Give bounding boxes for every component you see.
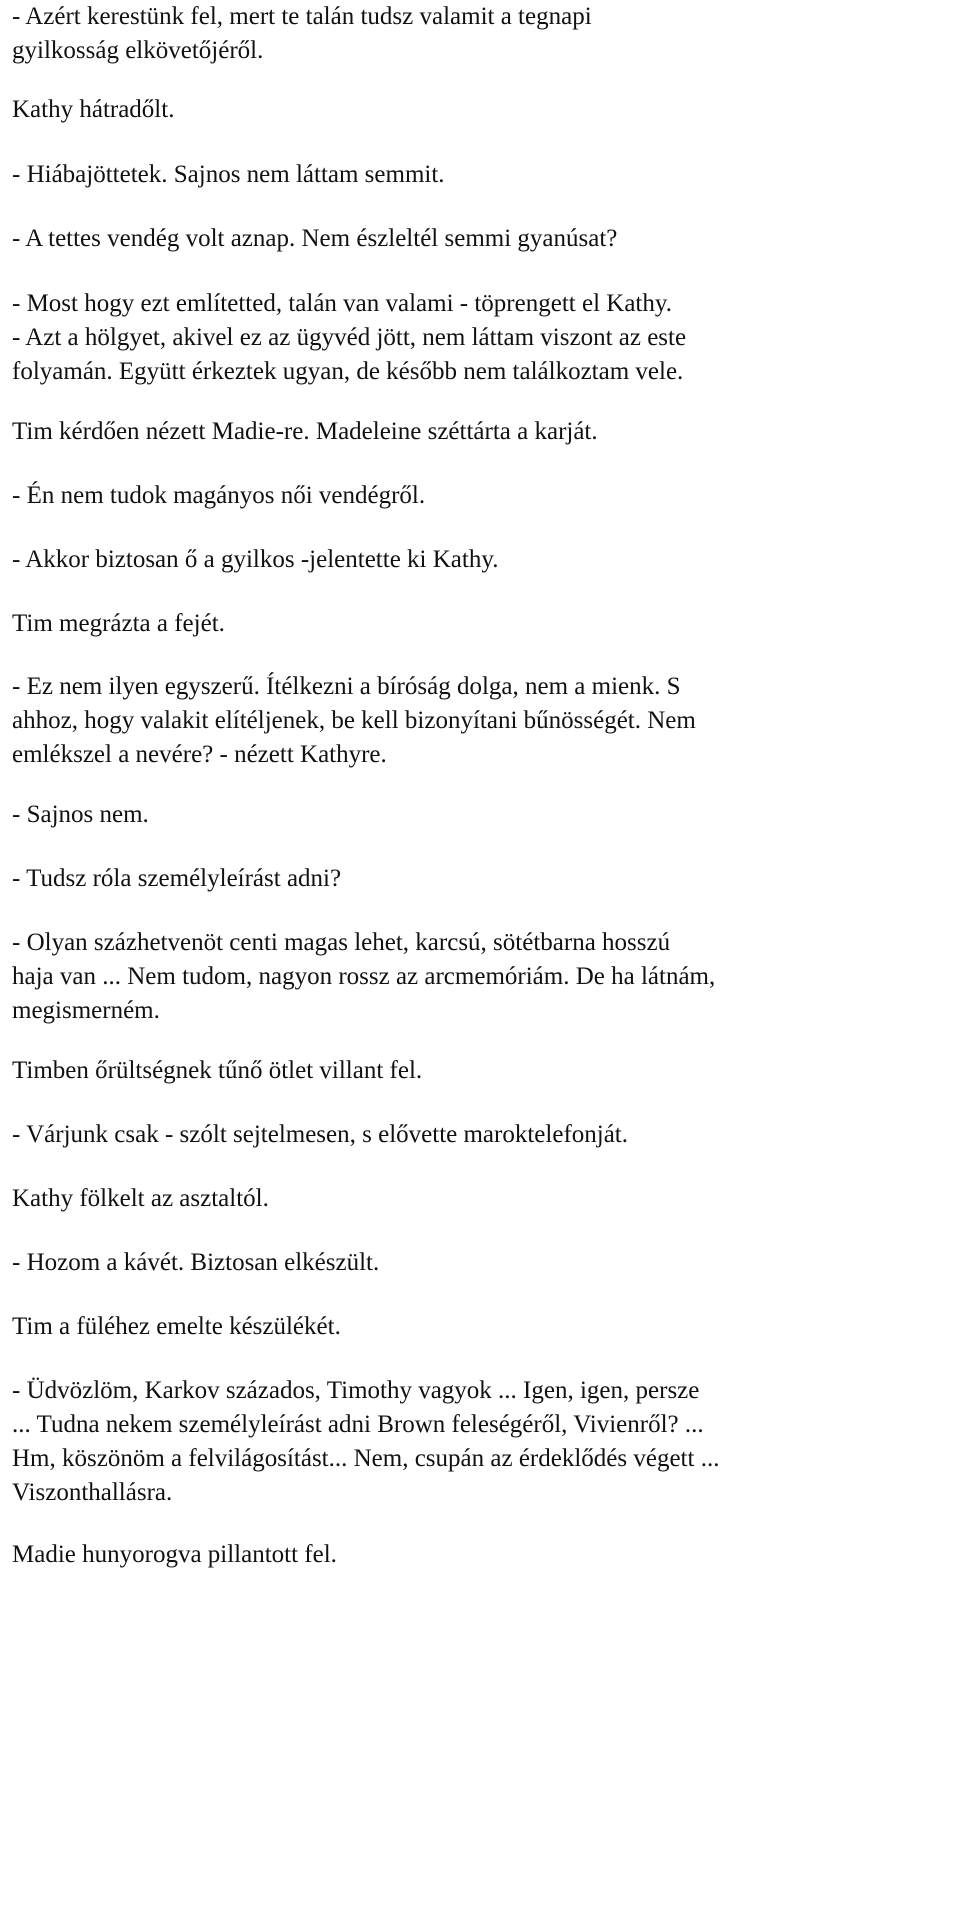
paragraph	[12, 1054, 957, 1088]
paragraph	[12, 287, 957, 389]
paragraph	[12, 93, 957, 127]
paragraph	[12, 543, 957, 577]
text-line: Viszonthallásra.	[12, 1479, 173, 1506]
text-line: - Sajnos nem.	[12, 801, 149, 828]
text-line: Madie hunyorogva pillantott fel.	[12, 1541, 337, 1568]
text-line: Hm, köszönöm a felvilágosítást... Nem, csupán az érdeklődés végett ...	[12, 1445, 720, 1472]
text-line: Kathy fölkelt az asztaltól.	[12, 1185, 269, 1212]
paragraph	[12, 798, 957, 832]
text-line: - Várjunk csak - szólt sejtelmesen, s elővette maroktelefonját.	[12, 1121, 629, 1148]
paragraph	[12, 670, 957, 772]
text-line: - A tettes vendég volt aznap. Nem észleltél semmi gyanúsat?	[12, 225, 618, 252]
text-line: - Én nem tudok magányos női vendégről.	[12, 482, 426, 509]
paragraph	[12, 862, 957, 896]
paragraph	[12, 1246, 957, 1280]
text-line: ... Tudna nekem személyleírást adni Brown feleségéről, Vivienről? ...	[12, 1411, 704, 1438]
text-line: haja van ... Nem tudom, nagyon rossz az arcmemóriám. De ha látnám,	[12, 963, 716, 990]
text-line: - Akkor biztosan ő a gyilkos -jelentette ki Kathy.	[12, 546, 499, 573]
paragraph	[12, 1538, 957, 1572]
text-line: megismerném.	[12, 997, 160, 1024]
text-line: ahhoz, hogy valakit elítéljenek, be kell bizonyítani bűnösségét. Nem	[12, 707, 696, 734]
text-line: - Azt a hölgyet, akivel ez az ügyvéd jött, nem láttam viszont az este	[12, 324, 687, 351]
text-line: - Hozom a kávét. Biztosan elkészült.	[12, 1249, 380, 1276]
paragraph	[12, 479, 957, 513]
text-line: - Azért kerestünk fel, mert te talán tudsz valamit a tegnapi	[12, 3, 592, 30]
paragraph	[12, 1118, 957, 1152]
text-line: Tim kérdően nézett Madie-re. Madeleine széttárta a karját.	[12, 418, 598, 445]
paragraph	[12, 926, 957, 1028]
text-line: - Ez nem ilyen egyszerű. Ítélkezni a bíróság dolga, nem a mienk. S	[12, 673, 681, 700]
paragraph	[12, 1182, 957, 1216]
text-line: folyamán. Együtt érkeztek ugyan, de később nem találkoztam vele.	[12, 358, 684, 385]
text-line: Timben őrültségnek tűnő ötlet villant fel.	[12, 1057, 423, 1084]
text-line: emlékszel a nevére? - nézett Kathyre.	[12, 741, 387, 768]
text-line: - Most hogy ezt említetted, talán van valami - töprengett el Kathy.	[12, 290, 672, 317]
paragraph	[12, 415, 957, 449]
text-line: gyilkosság elkövetőjéről.	[12, 37, 264, 64]
paragraph	[12, 222, 957, 256]
paragraph	[12, 158, 957, 192]
text-line: Kathy hátradőlt.	[12, 96, 175, 123]
text-line: Tim a füléhez emelte készülékét.	[12, 1313, 341, 1340]
text-line: Tim megrázta a fejét.	[12, 610, 225, 637]
text-line: - Hiábajöttetek. Sajnos nem láttam semmit.	[12, 161, 445, 188]
text-line: - Olyan százhetvenöt centi magas lehet, karcsú, sötétbarna hosszú	[12, 929, 671, 956]
paragraph	[12, 1374, 957, 1510]
text-line: - Üdvözlöm, Karkov százados, Timothy vagyok ... Igen, igen, persze	[12, 1377, 700, 1404]
paragraph	[12, 1310, 957, 1344]
paragraph	[12, 0, 957, 68]
paragraph	[12, 607, 957, 641]
text-line: - Tudsz róla személyleírást adni?	[12, 865, 342, 892]
